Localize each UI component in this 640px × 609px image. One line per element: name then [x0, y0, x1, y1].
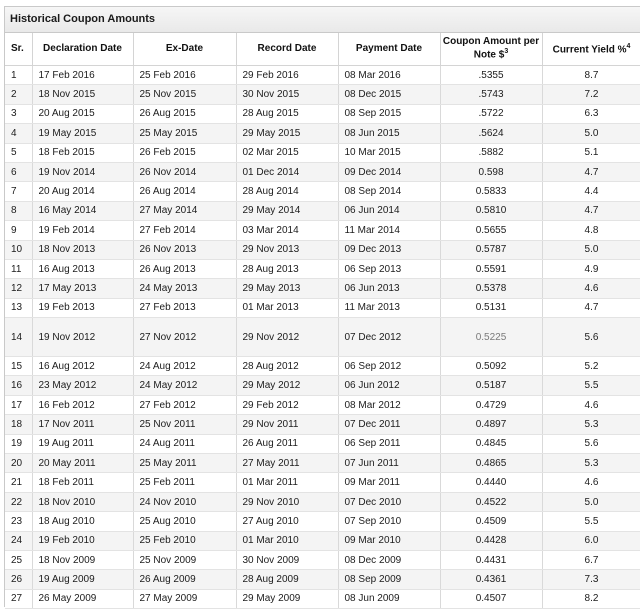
- ex-date-cell: 27 Feb 2013: [133, 298, 236, 317]
- payment-date-cell: 06 Sep 2011: [338, 434, 440, 453]
- table-row: [5, 221, 640, 240]
- payment-date-cell: 09 Dec 2013: [338, 240, 440, 259]
- sr-cell: 20: [5, 454, 32, 473]
- coupon-amount-cell: 0.5378: [440, 279, 542, 298]
- table-row: [5, 434, 640, 453]
- table-row: [5, 182, 640, 201]
- ex-date-cell: 25 Nov 2011: [133, 415, 236, 434]
- current-yield-cell: 8.2: [542, 589, 640, 608]
- header-coupon-footnote: 3: [504, 48, 509, 56]
- ex-date-cell: 24 May 2013: [133, 279, 236, 298]
- table-row: [5, 85, 640, 104]
- ex-date-cell: 26 Aug 2015: [133, 104, 236, 123]
- sr-cell: 2: [5, 85, 32, 104]
- header-payment-date: Payment Date: [338, 33, 440, 66]
- sr-cell: 27: [5, 589, 32, 608]
- ex-date-cell: 27 May 2014: [133, 201, 236, 220]
- record-date-cell: 01 Mar 2010: [236, 531, 338, 550]
- record-date-cell: 28 Aug 2012: [236, 357, 338, 376]
- coupon-amount-cell: 0.5131: [440, 298, 542, 317]
- ex-date-cell: 25 May 2015: [133, 124, 236, 143]
- current-yield-cell: 5.0: [542, 492, 640, 511]
- current-yield-cell: 4.6: [542, 395, 640, 414]
- current-yield-cell: 5.0: [542, 240, 640, 259]
- sr-cell: 24: [5, 531, 32, 550]
- table-row: [5, 104, 640, 123]
- payment-date-cell: 06 Jun 2014: [338, 201, 440, 220]
- coupon-amount-cell: 0.5833: [440, 182, 542, 201]
- declaration-date-cell: 18 Aug 2010: [32, 512, 133, 531]
- sr-cell: 10: [5, 240, 32, 259]
- current-yield-cell: 4.4: [542, 182, 640, 201]
- payment-date-cell: 08 Jun 2015: [338, 124, 440, 143]
- payment-date-cell: 08 Mar 2016: [338, 66, 440, 85]
- ex-date-cell: 25 Nov 2015: [133, 85, 236, 104]
- table-row: [5, 66, 640, 85]
- table-row: [5, 143, 640, 162]
- payment-date-cell: 09 Mar 2011: [338, 473, 440, 492]
- header-record-date: Record Date: [236, 33, 338, 66]
- declaration-date-cell: 16 Aug 2012: [32, 357, 133, 376]
- ex-date-cell: 26 Feb 2015: [133, 143, 236, 162]
- sr-cell: 19: [5, 434, 32, 453]
- table-row: [5, 454, 640, 473]
- payment-date-cell: 08 Dec 2015: [338, 85, 440, 104]
- declaration-date-cell: 16 May 2014: [32, 201, 133, 220]
- record-date-cell: 28 Aug 2013: [236, 259, 338, 278]
- payment-date-cell: 07 Dec 2012: [338, 318, 440, 357]
- payment-date-cell: 07 Dec 2011: [338, 415, 440, 434]
- declaration-date-cell: 19 May 2015: [32, 124, 133, 143]
- sr-cell: 5: [5, 143, 32, 162]
- table-row: [5, 512, 640, 531]
- coupon-amount-cell: .5743: [440, 85, 542, 104]
- ex-date-cell: 26 Aug 2009: [133, 570, 236, 589]
- record-date-cell: 29 Nov 2010: [236, 492, 338, 511]
- current-yield-cell: 8.7: [542, 66, 640, 85]
- record-date-cell: 03 Mar 2014: [236, 221, 338, 240]
- table-row: [5, 550, 640, 569]
- declaration-date-cell: 18 Feb 2011: [32, 473, 133, 492]
- ex-date-cell: 25 Nov 2009: [133, 550, 236, 569]
- ex-date-cell: 26 Nov 2013: [133, 240, 236, 259]
- coupon-table: [5, 33, 640, 609]
- table-row: [5, 473, 640, 492]
- current-yield-cell: 5.5: [542, 376, 640, 395]
- historical-coupon-panel: [4, 6, 640, 607]
- payment-date-cell: 08 Mar 2012: [338, 395, 440, 414]
- declaration-date-cell: 20 May 2011: [32, 454, 133, 473]
- ex-date-cell: 27 Feb 2014: [133, 221, 236, 240]
- declaration-date-cell: 19 Aug 2011: [32, 434, 133, 453]
- record-date-cell: 28 Aug 2015: [236, 104, 338, 123]
- header-coupon-amount: [440, 33, 542, 66]
- current-yield-cell: 5.6: [542, 318, 640, 357]
- header-yield-label: Current Yield %: [552, 44, 627, 56]
- record-date-cell: 30 Nov 2009: [236, 550, 338, 569]
- declaration-date-cell: 19 Aug 2009: [32, 570, 133, 589]
- record-date-cell: 01 Mar 2013: [236, 298, 338, 317]
- declaration-date-cell: 17 Nov 2011: [32, 415, 133, 434]
- coupon-amount-cell: 0.5655: [440, 221, 542, 240]
- sr-cell: 18: [5, 415, 32, 434]
- declaration-date-cell: 19 Nov 2012: [32, 318, 133, 357]
- table-row: [5, 415, 640, 434]
- payment-date-cell: 11 Mar 2013: [338, 298, 440, 317]
- ex-date-cell: 27 May 2009: [133, 589, 236, 608]
- coupon-amount-cell: 0.4865: [440, 454, 542, 473]
- declaration-date-cell: 18 Nov 2010: [32, 492, 133, 511]
- current-yield-cell: 4.7: [542, 162, 640, 181]
- sr-cell: 6: [5, 162, 32, 181]
- coupon-amount-cell: 0.4509: [440, 512, 542, 531]
- current-yield-cell: 5.6: [542, 434, 640, 453]
- sr-cell: 25: [5, 550, 32, 569]
- current-yield-cell: 5.2: [542, 357, 640, 376]
- table-row: [5, 376, 640, 395]
- record-date-cell: 27 May 2011: [236, 454, 338, 473]
- payment-date-cell: 08 Sep 2014: [338, 182, 440, 201]
- declaration-date-cell: 19 Feb 2013: [32, 298, 133, 317]
- record-date-cell: 29 May 2012: [236, 376, 338, 395]
- payment-date-cell: 10 Mar 2015: [338, 143, 440, 162]
- record-date-cell: 29 May 2013: [236, 279, 338, 298]
- coupon-amount-cell: 0.4729: [440, 395, 542, 414]
- sr-cell: 15: [5, 357, 32, 376]
- coupon-amount-cell: 0.598: [440, 162, 542, 181]
- ex-date-cell: 27 Feb 2012: [133, 395, 236, 414]
- ex-date-cell: 26 Aug 2014: [133, 182, 236, 201]
- record-date-cell: 29 Feb 2012: [236, 395, 338, 414]
- record-date-cell: 30 Nov 2015: [236, 85, 338, 104]
- declaration-date-cell: 19 Feb 2010: [32, 531, 133, 550]
- current-yield-cell: 6.7: [542, 550, 640, 569]
- record-date-cell: 01 Mar 2011: [236, 473, 338, 492]
- header-current-yield: [542, 33, 640, 66]
- record-date-cell: 26 Aug 2011: [236, 434, 338, 453]
- sr-cell: 9: [5, 221, 32, 240]
- payment-date-cell: 09 Dec 2014: [338, 162, 440, 181]
- coupon-amount-cell: .5624: [440, 124, 542, 143]
- coupon-amount-cell: 0.4361: [440, 570, 542, 589]
- sr-cell: 11: [5, 259, 32, 278]
- ex-date-cell: 26 Aug 2013: [133, 259, 236, 278]
- ex-date-cell: 27 Nov 2012: [133, 318, 236, 357]
- coupon-amount-cell: 0.4428: [440, 531, 542, 550]
- declaration-date-cell: 18 Nov 2015: [32, 85, 133, 104]
- coupon-amount-cell: .5355: [440, 66, 542, 85]
- current-yield-cell: 7.2: [542, 85, 640, 104]
- payment-date-cell: 06 Jun 2013: [338, 279, 440, 298]
- ex-date-cell: 25 Feb 2010: [133, 531, 236, 550]
- current-yield-cell: 4.8: [542, 221, 640, 240]
- record-date-cell: 28 Aug 2009: [236, 570, 338, 589]
- declaration-date-cell: 20 Aug 2014: [32, 182, 133, 201]
- current-yield-cell: 6.3: [542, 104, 640, 123]
- declaration-date-cell: 19 Feb 2014: [32, 221, 133, 240]
- current-yield-cell: 4.6: [542, 279, 640, 298]
- sr-cell: 1: [5, 66, 32, 85]
- payment-date-cell: 07 Sep 2010: [338, 512, 440, 531]
- record-date-cell: 02 Mar 2015: [236, 143, 338, 162]
- ex-date-cell: 25 Aug 2010: [133, 512, 236, 531]
- table-row: [5, 357, 640, 376]
- table-row: [5, 201, 640, 220]
- coupon-amount-cell: 0.5810: [440, 201, 542, 220]
- sr-cell: 7: [5, 182, 32, 201]
- record-date-cell: 29 Nov 2011: [236, 415, 338, 434]
- sr-cell: 22: [5, 492, 32, 511]
- coupon-amount-cell: 0.5787: [440, 240, 542, 259]
- sr-cell: 16: [5, 376, 32, 395]
- sr-cell: 21: [5, 473, 32, 492]
- table-row: [5, 318, 640, 357]
- sr-cell: 26: [5, 570, 32, 589]
- coupon-amount-cell: 0.5225: [440, 318, 542, 357]
- current-yield-cell: 7.3: [542, 570, 640, 589]
- sr-cell: 3: [5, 104, 32, 123]
- payment-date-cell: 08 Jun 2009: [338, 589, 440, 608]
- coupon-amount-cell: .5882: [440, 143, 542, 162]
- header-sr: Sr.: [5, 33, 32, 66]
- table-row: [5, 395, 640, 414]
- table-row: [5, 298, 640, 317]
- table-row: [5, 162, 640, 181]
- current-yield-cell: 6.0: [542, 531, 640, 550]
- coupon-amount-cell: 0.4845: [440, 434, 542, 453]
- current-yield-cell: 4.7: [542, 201, 640, 220]
- payment-date-cell: 09 Mar 2010: [338, 531, 440, 550]
- coupon-amount-cell: 0.4897: [440, 415, 542, 434]
- sr-cell: 14: [5, 318, 32, 357]
- header-declaration-date: Declaration Date: [32, 33, 133, 66]
- table-row: [5, 279, 640, 298]
- payment-date-cell: 06 Jun 2012: [338, 376, 440, 395]
- header-yield-footnote: 4: [626, 43, 631, 51]
- declaration-date-cell: 23 May 2012: [32, 376, 133, 395]
- declaration-date-cell: 18 Feb 2015: [32, 143, 133, 162]
- coupon-amount-cell: 0.4440: [440, 473, 542, 492]
- sr-cell: 23: [5, 512, 32, 531]
- header-row: [5, 33, 640, 66]
- declaration-date-cell: 16 Aug 2013: [32, 259, 133, 278]
- ex-date-cell: 25 Feb 2011: [133, 473, 236, 492]
- payment-date-cell: 11 Mar 2014: [338, 221, 440, 240]
- current-yield-cell: 4.7: [542, 298, 640, 317]
- coupon-amount-cell: 0.4431: [440, 550, 542, 569]
- header-ex-date: Ex-Date: [133, 33, 236, 66]
- payment-date-cell: 07 Dec 2010: [338, 492, 440, 511]
- ex-date-cell: 24 Aug 2011: [133, 434, 236, 453]
- record-date-cell: 29 Nov 2013: [236, 240, 338, 259]
- current-yield-cell: 5.3: [542, 415, 640, 434]
- payment-date-cell: 08 Sep 2015: [338, 104, 440, 123]
- table-row: [5, 570, 640, 589]
- coupon-amount-cell: 0.4522: [440, 492, 542, 511]
- table-row: [5, 589, 640, 608]
- payment-date-cell: 06 Sep 2012: [338, 357, 440, 376]
- ex-date-cell: 25 May 2011: [133, 454, 236, 473]
- sr-cell: 13: [5, 298, 32, 317]
- header-coupon-label: Coupon Amount per Note $: [442, 36, 540, 61]
- payment-date-cell: 08 Dec 2009: [338, 550, 440, 569]
- record-date-cell: 29 Nov 2012: [236, 318, 338, 357]
- declaration-date-cell: 16 Feb 2012: [32, 395, 133, 414]
- current-yield-cell: 5.0: [542, 124, 640, 143]
- ex-date-cell: 24 Aug 2012: [133, 357, 236, 376]
- table-row: [5, 492, 640, 511]
- declaration-date-cell: 18 Nov 2013: [32, 240, 133, 259]
- table-row: [5, 531, 640, 550]
- sr-cell: 17: [5, 395, 32, 414]
- record-date-cell: 29 Feb 2016: [236, 66, 338, 85]
- ex-date-cell: 26 Nov 2014: [133, 162, 236, 181]
- record-date-cell: 29 May 2014: [236, 201, 338, 220]
- current-yield-cell: 4.9: [542, 259, 640, 278]
- declaration-date-cell: 19 Nov 2014: [32, 162, 133, 181]
- table-row: [5, 124, 640, 143]
- current-yield-cell: 5.1: [542, 143, 640, 162]
- record-date-cell: 27 Aug 2010: [236, 512, 338, 531]
- coupon-amount-cell: .5722: [440, 104, 542, 123]
- payment-date-cell: 07 Jun 2011: [338, 454, 440, 473]
- table-row: [5, 259, 640, 278]
- record-date-cell: 29 May 2015: [236, 124, 338, 143]
- declaration-date-cell: 18 Nov 2009: [32, 550, 133, 569]
- payment-date-cell: 06 Sep 2013: [338, 259, 440, 278]
- declaration-date-cell: 26 May 2009: [32, 589, 133, 608]
- coupon-amount-cell: 0.4507: [440, 589, 542, 608]
- coupon-amount-cell: 0.5591: [440, 259, 542, 278]
- payment-date-cell: 08 Sep 2009: [338, 570, 440, 589]
- record-date-cell: 28 Aug 2014: [236, 182, 338, 201]
- current-yield-cell: 5.3: [542, 454, 640, 473]
- declaration-date-cell: 20 Aug 2015: [32, 104, 133, 123]
- ex-date-cell: 25 Feb 2016: [133, 66, 236, 85]
- panel-title: Historical Coupon Amounts: [5, 7, 640, 33]
- coupon-amount-cell: 0.5187: [440, 376, 542, 395]
- ex-date-cell: 24 Nov 2010: [133, 492, 236, 511]
- ex-date-cell: 24 May 2012: [133, 376, 236, 395]
- sr-cell: 4: [5, 124, 32, 143]
- sr-cell: 12: [5, 279, 32, 298]
- table-row: [5, 240, 640, 259]
- record-date-cell: 29 May 2009: [236, 589, 338, 608]
- sr-cell: 8: [5, 201, 32, 220]
- coupon-amount-cell: 0.5092: [440, 357, 542, 376]
- declaration-date-cell: 17 Feb 2016: [32, 66, 133, 85]
- declaration-date-cell: 17 May 2013: [32, 279, 133, 298]
- record-date-cell: 01 Dec 2014: [236, 162, 338, 181]
- current-yield-cell: 5.5: [542, 512, 640, 531]
- current-yield-cell: 4.6: [542, 473, 640, 492]
